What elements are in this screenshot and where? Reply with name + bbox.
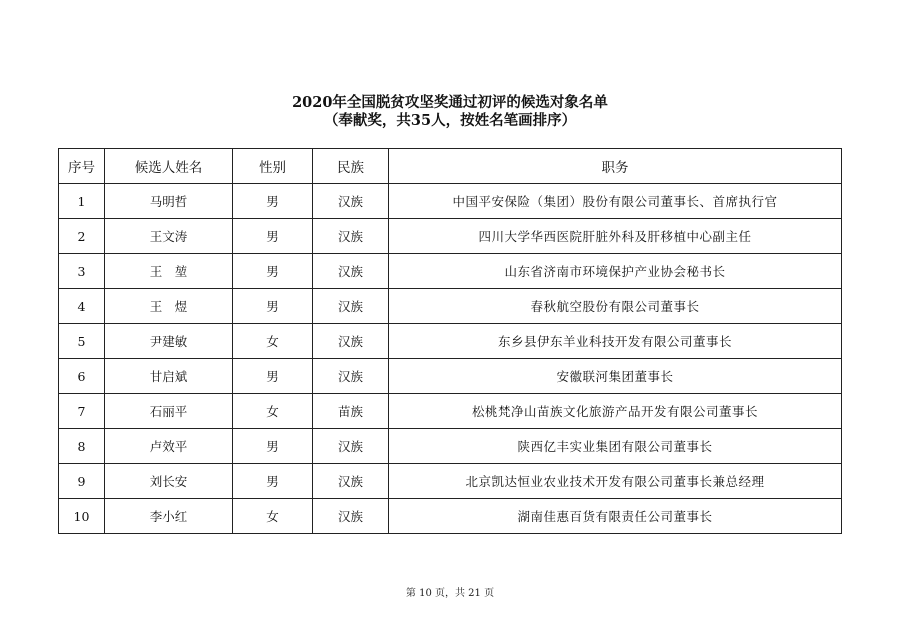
cell-gender: 男 (233, 219, 313, 254)
cell-name: 马明哲 (105, 184, 233, 219)
cell-ethnicity: 汉族 (313, 254, 389, 289)
cell-position: 湖南佳惠百货有限责任公司董事长 (389, 499, 842, 534)
cell-position: 四川大学华西医院肝脏外科及肝移植中心副主任 (389, 219, 842, 254)
cell-position: 陕西亿丰实业集团有限公司董事长 (389, 429, 842, 464)
cell-name: 卢效平 (105, 429, 233, 464)
header-index: 序号 (59, 149, 105, 184)
cell-index: 3 (59, 254, 105, 289)
cell-position: 北京凯达恒业农业技术开发有限公司董事长兼总经理 (389, 464, 842, 499)
cell-position: 东乡县伊东羊业科技开发有限公司董事长 (389, 324, 842, 359)
cell-name: 王 煜 (105, 289, 233, 324)
document-subtitle: （奉献奖，共35人，按姓名笔画排序） (323, 112, 577, 129)
cell-index: 4 (59, 289, 105, 324)
header-gender: 性别 (233, 149, 313, 184)
cell-index: 2 (59, 219, 105, 254)
document-title: 2020年全国脱贫攻坚奖通过初评的候选对象名单 (292, 94, 608, 111)
cell-name: 刘长安 (105, 464, 233, 499)
table-body (59, 184, 842, 534)
cell-ethnicity: 汉族 (313, 184, 389, 219)
cell-gender: 女 (233, 499, 313, 534)
candidate-table (58, 148, 842, 534)
cell-position: 松桃梵净山苗族文化旅游产品开发有限公司董事长 (389, 394, 842, 429)
table-row (59, 429, 842, 464)
table-row (59, 394, 842, 429)
cell-ethnicity: 汉族 (313, 464, 389, 499)
header-name: 候选人姓名 (105, 149, 233, 184)
cell-position: 中国平安保险（集团）股份有限公司董事长、首席执行官 (389, 184, 842, 219)
cell-name: 李小红 (105, 499, 233, 534)
table-row (59, 499, 842, 534)
document-header (0, 94, 900, 130)
cell-gender: 男 (233, 254, 313, 289)
table-header-row (59, 149, 842, 184)
cell-ethnicity: 汉族 (313, 324, 389, 359)
page-footer: 第 10 页，共 21 页 (405, 588, 495, 599)
table-row (59, 184, 842, 219)
cell-position: 山东省济南市环境保护产业协会秘书长 (389, 254, 842, 289)
cell-gender: 女 (233, 324, 313, 359)
cell-ethnicity: 汉族 (313, 499, 389, 534)
cell-name: 王文涛 (105, 219, 233, 254)
cell-name: 王 堃 (105, 254, 233, 289)
cell-gender: 男 (233, 359, 313, 394)
table-row (59, 289, 842, 324)
table-row (59, 324, 842, 359)
cell-gender: 女 (233, 394, 313, 429)
cell-ethnicity: 汉族 (313, 219, 389, 254)
table-row (59, 219, 842, 254)
cell-gender: 男 (233, 429, 313, 464)
cell-name: 甘启斌 (105, 359, 233, 394)
cell-ethnicity: 苗族 (313, 394, 389, 429)
cell-ethnicity: 汉族 (313, 429, 389, 464)
cell-name: 尹建敏 (105, 324, 233, 359)
table-row (59, 359, 842, 394)
cell-index: 10 (59, 499, 105, 534)
cell-index: 9 (59, 464, 105, 499)
header-ethnicity: 民族 (313, 149, 389, 184)
cell-position: 春秋航空股份有限公司董事长 (389, 289, 842, 324)
table-row (59, 464, 842, 499)
cell-gender: 男 (233, 184, 313, 219)
table-row (59, 254, 842, 289)
cell-index: 6 (59, 359, 105, 394)
cell-index: 8 (59, 429, 105, 464)
cell-index: 1 (59, 184, 105, 219)
cell-ethnicity: 汉族 (313, 359, 389, 394)
cell-position: 安徽联河集团董事长 (389, 359, 842, 394)
cell-index: 5 (59, 324, 105, 359)
header-position: 职务 (389, 149, 842, 184)
cell-index: 7 (59, 394, 105, 429)
cell-gender: 男 (233, 464, 313, 499)
cell-ethnicity: 汉族 (313, 289, 389, 324)
cell-gender: 男 (233, 289, 313, 324)
cell-name: 石丽平 (105, 394, 233, 429)
